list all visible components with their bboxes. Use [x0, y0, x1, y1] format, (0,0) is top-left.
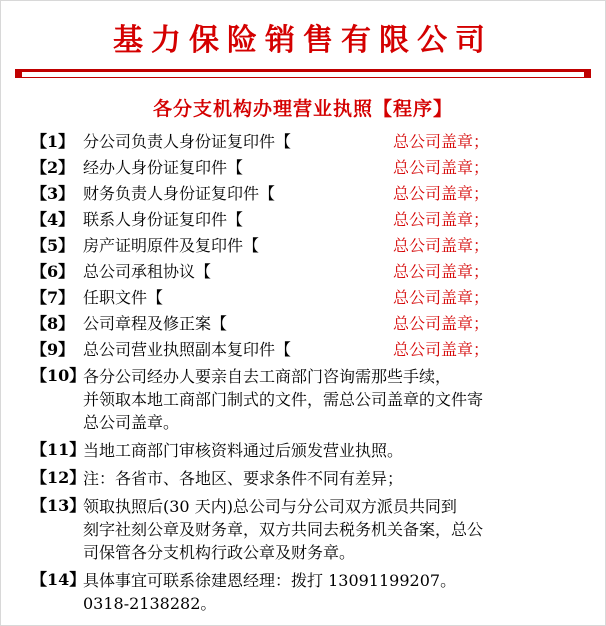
list-item [31, 235, 595, 258]
item-body [83, 569, 456, 615]
item-text-line: 领取执照后(30 天内)总公司与分公司双方派员共同到 [83, 497, 457, 516]
item-seal-note: 总公司盖章； [393, 288, 490, 307]
item-seal-note: 总公司盖章； [393, 236, 490, 255]
item-body [83, 183, 595, 206]
item-text-line: 刻字社刻公章及财务章，双方共同去税务机关备案，总公 [83, 520, 484, 539]
item-text: 总公司营业执照副本复印件【 [83, 340, 292, 359]
item-body [83, 439, 403, 462]
item-body [83, 467, 403, 490]
company-title: 基力保险销售有限公司 [113, 23, 493, 58]
item-number: 【4】 [31, 210, 75, 229]
item-number: 【12】 [31, 468, 86, 487]
item-number: 【14】 [31, 570, 86, 589]
item-number: 【10】 [31, 366, 86, 385]
item-text-line: 司保管各分支机构行政公章及财务章。 [83, 543, 356, 562]
item-body [83, 287, 595, 310]
list-item [31, 495, 595, 564]
list-item [31, 261, 595, 284]
list-item [31, 569, 595, 615]
item-text-line: 并领取本地工商部门制式的文件，需总公司盖章的文件寄 [83, 390, 484, 409]
item-text: 经办人身份证复印件【 [83, 158, 244, 177]
item-seal-note: 总公司盖章； [393, 314, 490, 333]
item-body [83, 339, 595, 362]
item-seal-note: 总公司盖章； [393, 210, 490, 229]
item-text-line: 0318-2138282。 [83, 594, 217, 613]
list-item [31, 183, 595, 206]
list-item [31, 209, 595, 232]
procedure-list [31, 131, 595, 615]
list-item [31, 467, 595, 490]
item-body [83, 131, 595, 154]
list-item [31, 287, 595, 310]
item-seal-note: 总公司盖章； [393, 184, 490, 203]
list-item [31, 439, 595, 462]
divider-bar-bottom [15, 77, 591, 78]
item-text-line: 注：各省市、各地区、要求条件不同有差异； [83, 469, 404, 488]
item-number: 【7】 [31, 288, 75, 307]
item-number: 【5】 [31, 236, 75, 255]
item-number: 【11】 [31, 440, 86, 459]
item-number: 【9】 [31, 340, 75, 359]
document-title: 各分支机构办理营业执照【程序】 [152, 98, 453, 120]
item-text-line: 总公司盖章。 [83, 413, 180, 432]
item-number: 【8】 [31, 314, 75, 333]
item-text: 任职文件【 [83, 288, 164, 307]
list-item [31, 365, 595, 434]
list-item [31, 157, 595, 180]
item-seal-note: 总公司盖章； [393, 132, 490, 151]
item-text-line: 具体事宜可联系徐建恩经理：拨打 13091199207。 [83, 571, 457, 590]
list-item [31, 313, 595, 336]
item-body [83, 261, 595, 284]
item-seal-note: 总公司盖章； [393, 262, 490, 281]
item-seal-note: 总公司盖章； [393, 340, 490, 359]
item-number: 【1】 [31, 132, 75, 151]
item-body [83, 495, 483, 564]
item-seal-note: 总公司盖章； [393, 158, 490, 177]
item-body [83, 365, 483, 434]
item-number: 【2】 [31, 158, 75, 177]
item-number: 【6】 [31, 262, 75, 281]
item-text: 财务负责人身份证复印件【 [83, 184, 276, 203]
item-text: 联系人身份证复印件【 [83, 210, 244, 229]
item-number: 【3】 [31, 184, 75, 203]
item-text: 分公司负责人身份证复印件【 [83, 132, 292, 151]
item-text-line: 当地工商部门审核资料通过后颁发营业执照。 [83, 441, 404, 460]
divider-bar-top [15, 69, 591, 72]
item-text: 总公司承租协议【 [83, 262, 212, 281]
item-body [83, 235, 595, 258]
item-body [83, 209, 595, 232]
list-item [31, 339, 595, 362]
list-item [31, 131, 595, 154]
item-body [83, 313, 595, 336]
decorative-divider [15, 69, 591, 78]
item-body [83, 157, 595, 180]
item-number: 【13】 [31, 496, 86, 515]
item-text: 公司章程及修正案【 [83, 314, 228, 333]
item-text: 房产证明原件及复印件【 [83, 236, 260, 255]
item-text-line: 各分公司经办人要亲自去工商部门咨询需那些手续， [83, 367, 452, 386]
